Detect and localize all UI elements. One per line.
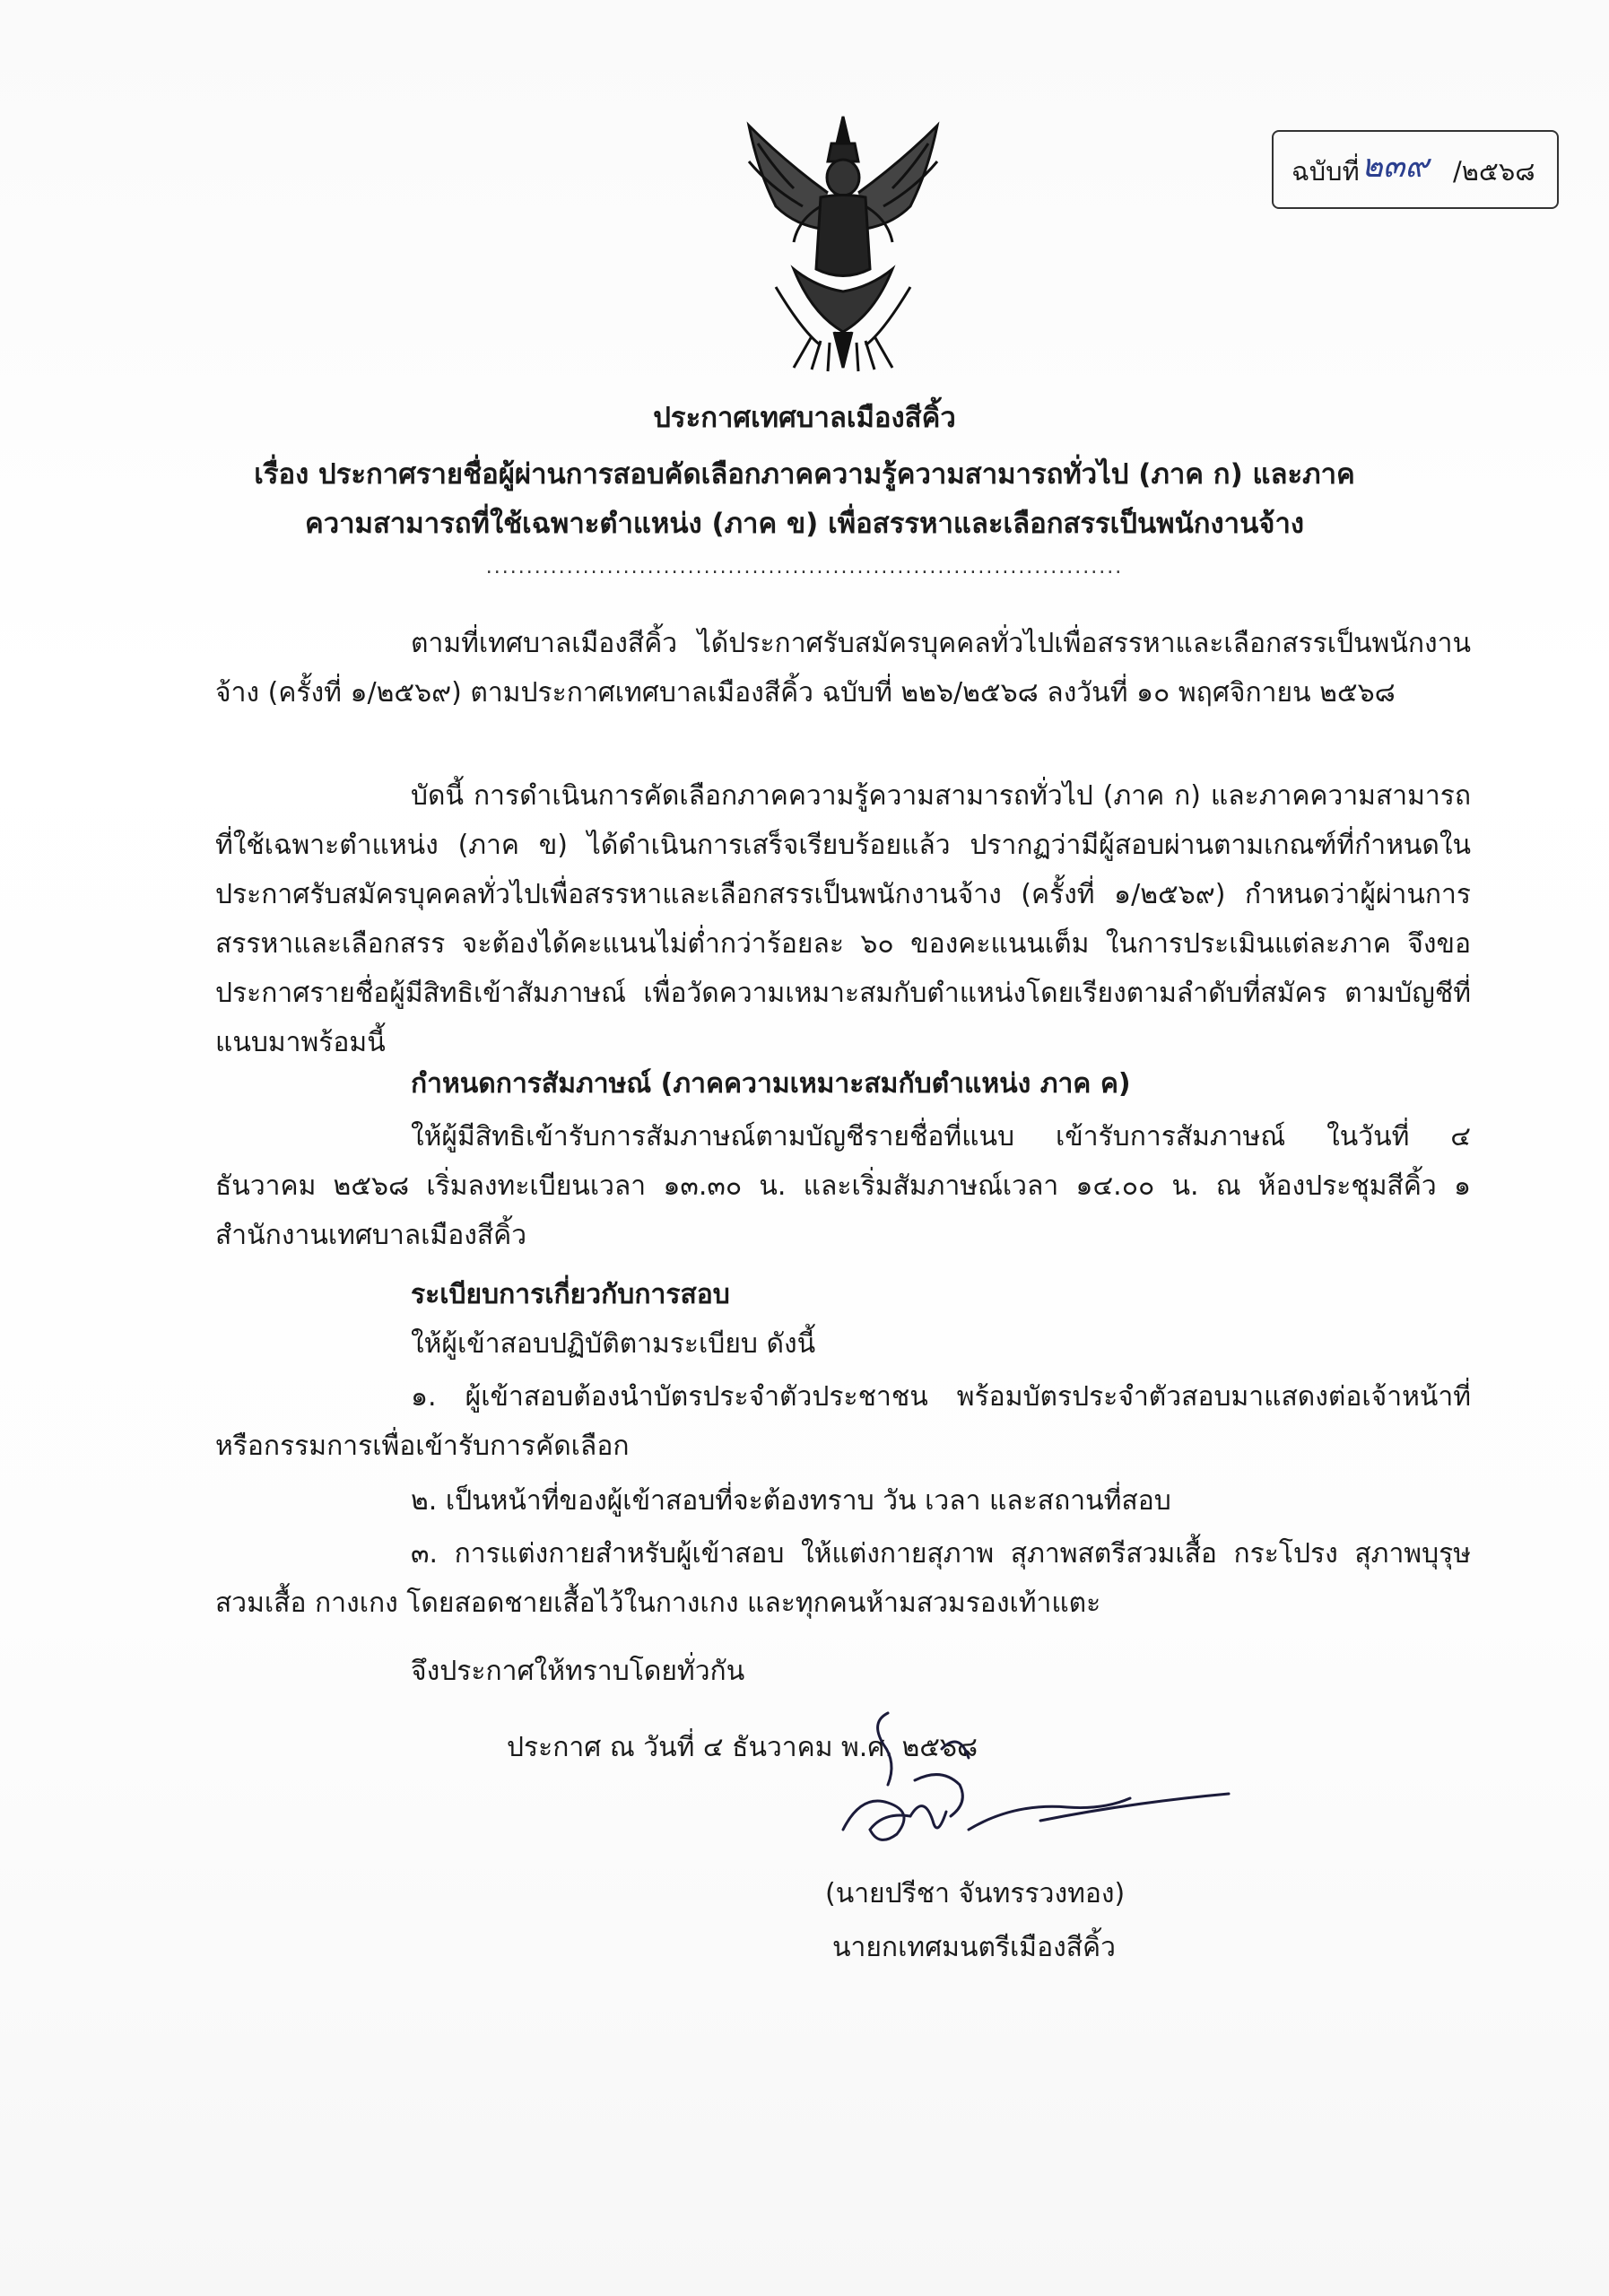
paragraph-3: ให้ผู้มีสิทธิเข้ารับการสัมภาษณ์ตามบัญชีรายชื่อที่แนบ เข้ารับการสัมภาษณ์ ในวันที่ ๔ ธันวาคม ๒๕๖๘ เริ่มลงทะเบียนเวลา ๑๓.๓๐ น. และเริ่มสัมภาษณ์เวลา ๑๔.๐๐ น. ณ ห้องประชุมสีคิ้ว ๑ สำนักงานเทศบาลเมืองสีคิ้ว (215, 1121, 1471, 1251)
issue-label: ฉบับที่ (1292, 156, 1360, 187)
subject-line-2: ความสามารถที่ใช้เฉพาะตำแหน่ง (ภาค ข) เพื่อสรรหาและเลือกสรรเป็นพนักงานจ้าง (304, 508, 1304, 540)
issue-number-handwritten: ๒๓๙ (1361, 148, 1429, 185)
rule-item-3: ๓. การแต่งกายสำหรับผู้เข้าสอบ ให้แต่งกายสุภาพ สุภาพสตรีสวมเสื้อ กระโปรง สุภาพบุรุษสวมเสื้อ กางเกง โดยสอดชายเสื้อไว้ในกางเกง และทุกคนห้ามสวมรองเท้าแตะ (215, 1538, 1471, 1619)
rule-item-1: ๑. ผู้เข้าสอบต้องนำบัตรประจำตัวประชาชน พร้อมบัตรประจำตัวสอบมาแสดงต่อเจ้าหน้าที่หรือกรรมการเพื่อเข้ารับการคัดเลือก (215, 1381, 1471, 1462)
paragraph-2: บัดนี้ การดำเนินการคัดเลือกภาคความรู้ความสามารถทั่วไป (ภาค ก) และภาคความสามารถที่ใช้เฉพาะตำแหน่ง (ภาค ข) ได้ดำเนินการเสร็จเรียบร้อยแล้ว ปรากฏว่ามีผู้สอบผ่านตามเกณฑ์ที่กำหนดในประกาศรับสมัครบุคคลทั่วไปเพื่อสรรหาและเลือกสรรเป็นพนักงานจ้าง (ครั้งที่ ๑/๒๕๖๙) กำหนดว่าผู้ผ่านการสรรหาและเลือกสรร จะต้องได้คะแนนไม่ต่ำกว่าร้อยละ ๖๐ ของคะแนนเต็ม ในการประเมินแต่ละภาค จึงขอประกาศรายชื่อผู้มีสิทธิเข้าสัมภาษณ์ เพื่อวัดความเหมาะสมกับตำแหน่งโดยเรียงตามลำดับที่สมัคร ตามบัญชีที่แนบมาพร้อมนี้ (215, 780, 1471, 1058)
signer-name: (นายปรีชา จันทรรวงทอง) (825, 1878, 1126, 1909)
announcement-date: ประกาศ ณ วันที่ ๔ ธันวาคม พ.ศ. ๒๕๖๘ (507, 1732, 978, 1763)
rule-item-2: ๒. เป็นหน้าที่ของผู้เข้าสอบที่จะต้องทราบ วัน เวลา และสถานที่สอบ (411, 1485, 1171, 1517)
exam-rules-heading: ระเบียบการเกี่ยวกับการสอบ (411, 1279, 730, 1310)
issue-year: /๒๕๖๘ (1453, 156, 1535, 187)
garuda-emblem-icon (722, 108, 964, 377)
closing-statement: จึงประกาศให้ทราบโดยทั่วกัน (411, 1656, 745, 1687)
paragraph-1: ตามที่เทศบาลเมืองสีคิ้ว ได้ประกาศรับสมัครบุคคลทั่วไปเพื่อสรรหาและเลือกสรรเป็นพนักงานจ้าง (ครั้งที่ ๑/๒๕๖๙) ตามประกาศเทศบาลเมืองสีคิ้ว ฉบับที่ ๒๒๖/๒๕๖๘ ลงวันที่ ๑๐ พฤศจิกายน ๒๕๖๘ (215, 628, 1471, 709)
exam-rules-intro: ให้ผู้เข้าสอบปฏิบัติตามระเบียบ ดังนี้ (411, 1328, 816, 1360)
subject-line-1: เรื่อง ประกาศรายชื่อผู้ผ่านการสอบคัดเลือกภาคความรู้ความสามารถทั่วไป (ภาค ก) และภาค (254, 458, 1355, 491)
document-title: ประกาศเทศบาลเมืองสีคิ้ว (653, 402, 956, 434)
interview-schedule-heading: กำหนดการสัมภาษณ์ (ภาคความเหมาะสมกับตำแหน่ง ภาค ค) (411, 1068, 1131, 1100)
dotted-divider: ............................................................................... (485, 556, 1124, 578)
signer-title: นายกเทศมนตรีเมืองสีคิ้ว (832, 1932, 1116, 1963)
handwritten-signature-icon (834, 1695, 1256, 1866)
